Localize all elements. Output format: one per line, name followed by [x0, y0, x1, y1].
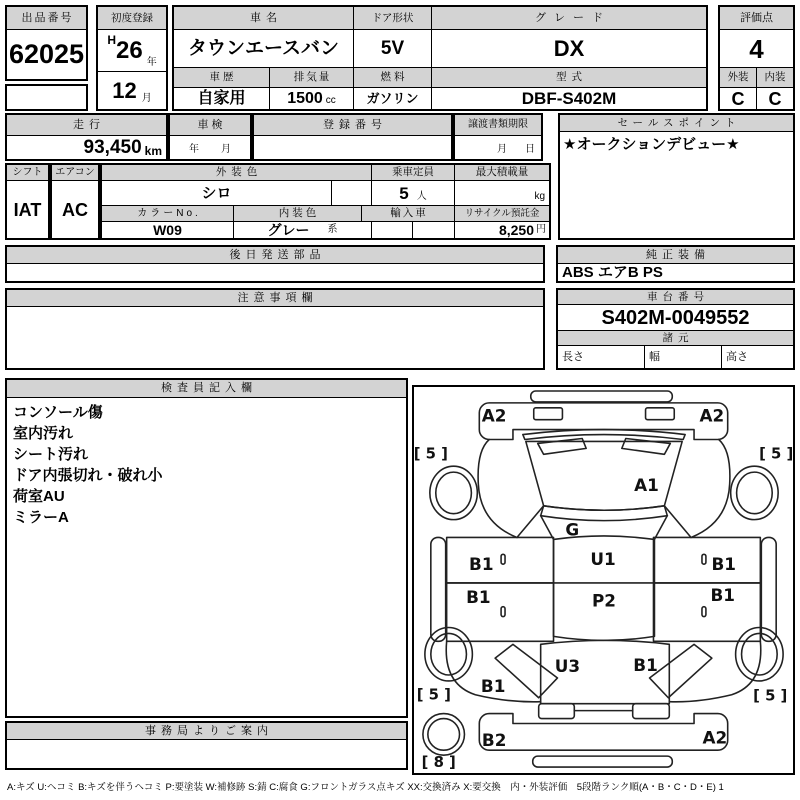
recycle-fee-label: リサイクル預託金 — [455, 206, 549, 222]
inspection-month-hint: 月 — [221, 144, 231, 155]
exterior-color-value: シロ — [102, 181, 332, 206]
office-notice-box — [5, 721, 408, 770]
mileage-unit: km — [144, 144, 162, 158]
chassis-number-value: S402M-0049552 — [558, 305, 793, 331]
damage-diagram-box — [412, 385, 795, 775]
capacity-label: 乗車定員 — [372, 165, 455, 181]
right-quarter-panel — [669, 641, 760, 701]
tire-depth-rear-left: [ 5 ] — [416, 686, 451, 704]
interior-color-value — [234, 222, 372, 238]
inspector-notes-box — [5, 378, 408, 718]
aircon-label: エアコン — [52, 165, 98, 181]
mileage-value — [7, 136, 162, 159]
rear-bumper — [479, 714, 727, 751]
score-value: 4 — [720, 30, 793, 68]
damage-label-roof-front: U1 — [590, 549, 616, 570]
import-cell-1 — [372, 222, 413, 238]
transfer-deadline-label: 譲渡書類期限 — [455, 115, 541, 136]
front-right-lamp — [646, 408, 675, 420]
inspection-box — [168, 113, 252, 161]
history-label: 車歴 — [174, 68, 270, 88]
deadline-day-hint: 日 — [525, 144, 535, 155]
max-load-unit: kg — [534, 191, 545, 202]
genuine-equipment-value: ABS エアB PS — [562, 264, 663, 281]
right-taillight — [633, 704, 670, 719]
sales-point-label: セールスポイント — [560, 115, 793, 132]
front-left-door-handle — [501, 554, 505, 564]
damage-label-rear-left-door: B1 — [466, 586, 491, 607]
inspector-note-line: シート汚れ — [13, 446, 89, 463]
damage-label-front-bumper-left: A2 — [481, 405, 507, 426]
score-box — [718, 5, 795, 111]
right-sill — [761, 537, 776, 641]
inspector-note-line: コンソール傷 — [13, 404, 103, 421]
office-notice-value — [7, 740, 406, 768]
genuine-equipment-box — [556, 245, 795, 283]
damage-label-front-bumper-right: A2 — [699, 405, 725, 426]
office-notice-label: 事務局よりご案内 — [7, 723, 406, 740]
interior-grade-value: C — [768, 88, 782, 109]
shift-box — [5, 163, 50, 240]
sales-point-box — [558, 113, 795, 240]
door-shape-label: ドア形状 — [354, 7, 432, 30]
inspector-note-line: 室内汚れ — [13, 425, 74, 442]
auction-number-label: 出品番号 — [7, 7, 86, 30]
genuine-equipment-label: 純正装備 — [558, 247, 793, 264]
damage-code-legend: A:キズ U:ヘコミ B:キズを伴うヘコミ P:要塗装 W:補修跡 S:錆 C:腐食 G:フロントガラス点キズ XX:交換済み X:要交換 内・外装評価 5段階ランク順(A・B・C・D・E) 1 — [7, 782, 724, 793]
damage-label-front-right-door: B1 — [711, 554, 736, 575]
tire-depth-front-left: [ 5 ] — [414, 445, 448, 463]
model-code-label: 型式 — [432, 68, 706, 88]
mileage-number: 93,450 — [83, 137, 142, 158]
tire-depth-rear-right: [ 5 ] — [753, 687, 788, 705]
front-right-door-handle — [702, 554, 706, 564]
spare-tire-inner — [428, 719, 460, 751]
spec-width-label: 幅 — [645, 346, 722, 368]
later-shipped-parts-label: 後日発送部品 — [7, 247, 543, 264]
inspector-note-line: 荷室AU — [13, 488, 65, 505]
front-right-tire — [731, 466, 778, 519]
year-value: 26 — [115, 36, 143, 64]
grade-label: グレード — [432, 7, 706, 30]
aircon-value: AC — [62, 199, 88, 220]
rear-roof-strip — [533, 756, 673, 767]
recycle-fee-unit: 円 — [536, 224, 546, 235]
capacity-unit: 人 — [416, 191, 427, 202]
later-shipped-parts-box — [5, 245, 545, 283]
left-sill — [431, 537, 446, 641]
chassis-number-label: 車台番号 — [558, 290, 793, 305]
displacement-label: 排気量 — [270, 68, 354, 88]
inspector-notes-label: 検査員記入欄 — [7, 380, 406, 398]
front-left-fender — [478, 439, 517, 537]
rear-left-tire — [425, 627, 472, 680]
displacement-value — [270, 88, 354, 109]
damage-label-rear-bumper-right: A2 — [702, 727, 728, 748]
model-code-value: DBF-S402M — [521, 89, 617, 108]
transfer-deadline-value — [455, 136, 541, 159]
recycle-fee-number: 8,250 — [498, 222, 534, 238]
year-unit: 年 — [146, 57, 157, 68]
exterior-grade-value: C — [720, 88, 757, 109]
damage-label-cowl: G — [565, 519, 580, 540]
inspection-label: 車検 — [170, 115, 250, 136]
shift-value: IAT — [13, 199, 42, 220]
car-top-view-diagram — [414, 387, 793, 773]
registration-number-box — [252, 113, 453, 161]
chassis-spec-box — [556, 288, 795, 370]
caution-value — [7, 307, 543, 368]
vehicle-main-box — [172, 5, 708, 111]
door-shape-value: 5V — [354, 30, 432, 68]
damage-label-rear-right-door: B1 — [710, 584, 735, 605]
spec-length-label: 長さ — [558, 346, 645, 368]
displacement-unit: cc — [325, 95, 336, 106]
inspection-value — [170, 136, 250, 159]
fuel-value: ガソリン — [354, 88, 432, 109]
wiper-cowl — [523, 430, 685, 440]
month-value: 12 — [112, 77, 137, 103]
registration-number-value — [254, 136, 451, 159]
damage-label-roof-center: P2 — [591, 590, 617, 611]
damage-label-windshield: A1 — [634, 474, 659, 495]
fuel-label: 燃料 — [354, 68, 432, 88]
era-letter: H — [107, 33, 116, 47]
auction-number-value: 62025 — [8, 39, 85, 69]
transfer-deadline-box — [453, 113, 543, 161]
shift-label: シフト — [7, 165, 48, 181]
tire-depth-front-right: [ 5 ] — [759, 445, 793, 463]
spec-height-label: 高さ — [726, 350, 748, 363]
interior-grade-label: 内装 — [757, 68, 793, 88]
car-name-value: タウンエースバン — [174, 30, 354, 68]
damage-label-left-quarter: B1 — [480, 675, 506, 696]
auction-number-box — [5, 5, 88, 81]
left-taillight — [539, 704, 575, 719]
front-right-tire-inner — [737, 472, 773, 514]
interior-color-suffix: 系 — [327, 224, 338, 235]
first-registration-month — [98, 72, 166, 109]
max-load-label: 最大積載量 — [455, 165, 549, 181]
cowl-band — [541, 506, 668, 521]
rear-right-door-handle — [702, 607, 706, 617]
color-no-label: カラーNo. — [102, 206, 234, 222]
color-no-value: W09 — [102, 222, 234, 238]
deadline-month-hint: 月 — [497, 144, 507, 155]
month-unit: 月 — [141, 93, 152, 104]
grade-value: DX — [432, 30, 706, 68]
first-registration-box — [96, 5, 168, 111]
auction-number-empty-box — [5, 84, 88, 111]
capacity-value — [372, 181, 455, 206]
car-name-label: 車名 — [174, 7, 354, 30]
mileage-box — [5, 113, 168, 161]
inspector-note-line: ミラーA — [13, 509, 69, 526]
front-left-tire-inner — [436, 472, 472, 514]
mileage-label: 走行 — [7, 115, 166, 136]
caution-label: 注意事項欄 — [7, 290, 543, 307]
first-registration-year — [98, 30, 166, 72]
score-label: 評価点 — [720, 7, 793, 30]
exterior-grade-label: 外装 — [720, 68, 757, 88]
rear-left-door-handle — [501, 607, 505, 617]
color-capacity-grid — [100, 163, 551, 240]
damage-label-rear-gate-left: U3 — [554, 656, 581, 677]
tire-depth-spare: [ 8 ] — [421, 754, 456, 772]
spare-tire — [423, 714, 465, 756]
interior-color-label: 内装色 — [234, 206, 362, 222]
import-label: 輸入車 — [362, 206, 455, 222]
right-slide-wedge — [650, 644, 712, 697]
front-right-fender — [691, 439, 730, 537]
damage-label-rear-bumper-left: B2 — [481, 730, 507, 751]
max-load-value — [455, 181, 549, 206]
front-left-door — [447, 537, 554, 583]
damage-label-front-left-door: B1 — [469, 554, 494, 575]
first-registration-label: 初度登録 — [98, 7, 166, 30]
rear-right-tire — [736, 627, 783, 680]
displacement-number: 1500 — [287, 89, 323, 107]
spec-label: 諸元 — [558, 331, 793, 346]
front-left-tire — [430, 466, 477, 519]
registration-number-label: 登録番号 — [254, 115, 451, 136]
inspector-note-line: ドア内張切れ・破れ小 — [13, 467, 163, 484]
later-shipped-parts-value — [7, 264, 543, 281]
rear-right-tire-inner — [742, 633, 778, 675]
aircon-box — [50, 163, 100, 240]
exterior-color-label: 外装色 — [102, 165, 372, 181]
exterior-color-extra-cell — [332, 181, 372, 206]
history-value: 自家用 — [174, 88, 270, 109]
damage-label-rear-gate-right: B1 — [633, 655, 658, 676]
front-left-lamp — [534, 408, 563, 420]
capacity-number: 5 — [399, 183, 409, 203]
sales-point-value: ★オークションデビュー★ — [563, 135, 740, 153]
front-roof-strip — [531, 391, 673, 402]
interior-color-name: グレー — [267, 222, 310, 238]
recycle-fee-value — [455, 222, 549, 238]
inspector-notes-list — [13, 402, 163, 528]
caution-box — [5, 288, 545, 370]
import-cell-2 — [413, 222, 455, 238]
inspection-year-hint: 年 — [189, 144, 199, 155]
front-right-door — [653, 537, 760, 583]
